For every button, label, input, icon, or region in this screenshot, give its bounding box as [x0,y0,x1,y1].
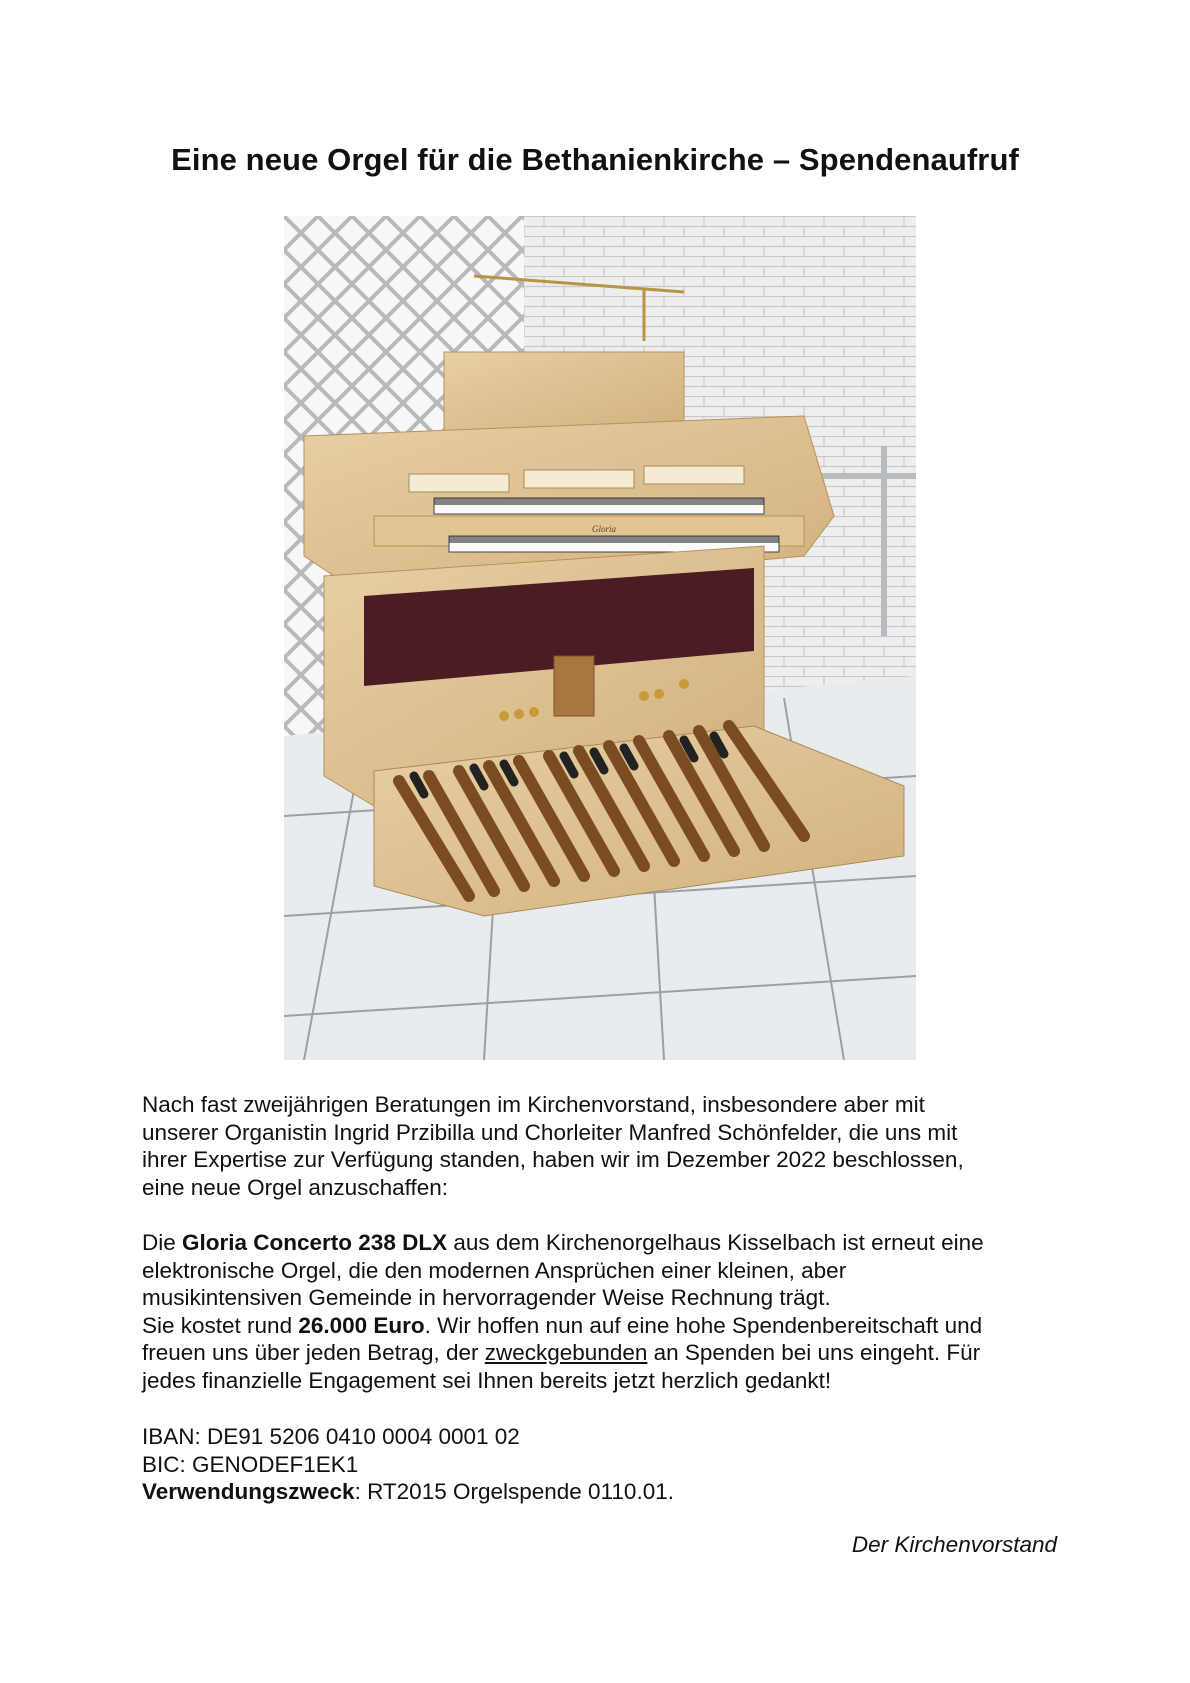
details-line: elektronische Orgel, die den modernen Ansprüchen einer kleinen, aber [142,1257,847,1283]
details-line: jedes finanzielle Engagement sei Ihnen bereits jetzt herzlich gedankt! [142,1367,832,1393]
details-line [142,1312,1062,1340]
text-fragment: aus dem Kirchenorgelhaus Kisselbach ist erneut eine [447,1230,984,1255]
intro-line: ihrer Expertise zur Verfügung standen, haben wir im Dezember 2022 beschlossen, [142,1147,964,1172]
purpose [142,1478,1062,1506]
text-fragment: . Wir hoffen nun auf eine hohe Spendenbereitschaft und [424,1312,983,1338]
bic: BIC: GENODEF1EK1 [142,1451,359,1477]
intro-paragraph [142,1091,1062,1201]
iban: IBAN: DE91 5206 0410 0004 0001 02 [142,1424,520,1449]
purpose-value: : RT2015 Orgelspende 0110.01. [354,1479,674,1504]
bank-details [142,1423,1062,1506]
text-fragment: freuen uns über jeden Betrag, der [142,1340,485,1365]
text-fragment: Die [142,1230,183,1255]
details-line [142,1339,1062,1367]
signature: Der Kirchenvorstand [851,1532,1057,1557]
organ-model: Gloria Concerto 238 DLX [182,1230,448,1255]
price: 26.000 Euro [298,1312,425,1338]
text-fragment: an Spenden bei uns eingeht. Für [647,1340,981,1365]
details-line [142,1229,1062,1257]
intro-line: eine neue Orgel anzuschaffen: [142,1174,449,1200]
console-label: Gloria [591,524,617,534]
organ-photo [284,216,916,1060]
underlined-term: zweckgebunden [484,1340,648,1365]
details-paragraph [142,1229,1062,1394]
intro-line: unserer Organistin Ingrid Przibilla und Chorleiter Manfred Schönfelder, die uns mit [142,1119,958,1145]
page-title: Eine neue Orgel für die Bethanienkirche – Spendenaufruf [171,142,1019,177]
purpose-label: Verwendungszweck [142,1479,355,1504]
details-line: musikintensiven Gemeinde in hervorragender Weise Rechnung trägt. [142,1285,831,1310]
text-fragment: Sie kostet rund [142,1312,299,1338]
intro-line: Nach fast zweijährigen Beratungen im Kirchenvorstand, insbesondere aber mit [142,1092,925,1117]
